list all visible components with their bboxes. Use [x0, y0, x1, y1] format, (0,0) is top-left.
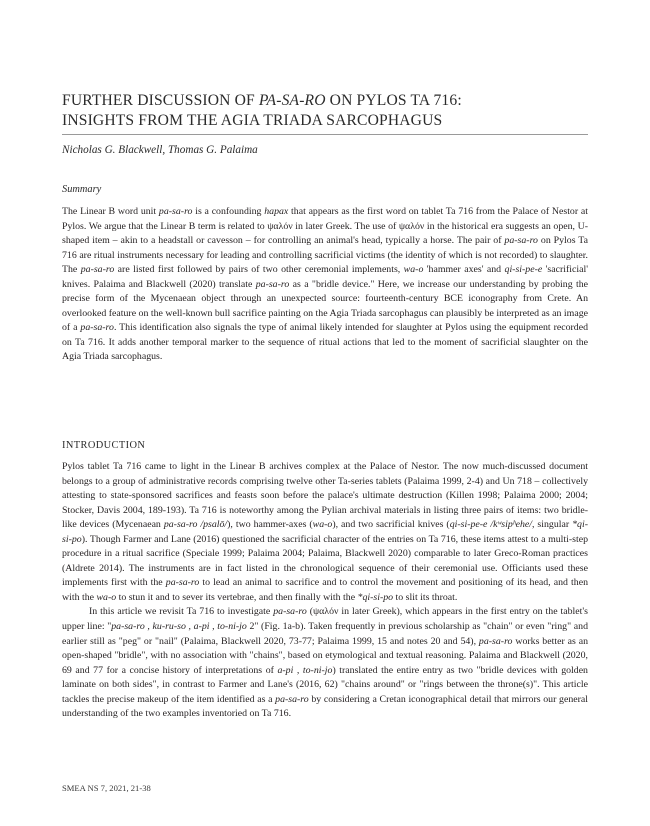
summary-paragraph	[62, 205, 588, 365]
italic-term: wa-o	[312, 519, 333, 531]
title-text: ON PYLOS TA 716:	[325, 92, 462, 109]
page-footer: SMEA NS 7, 2021, 21-38	[62, 783, 151, 793]
text-run: works better as an open-shaped "bridle", with no association with "chains", based on etymological and textual reasoning. Palaima and Blackwell (2020, 69 and 77 for a concise history of interpretations of	[62, 635, 588, 676]
text-run: ), and two sacrificial knives (	[332, 519, 450, 531]
summary-section	[62, 205, 588, 365]
text-run: by considering a Cretan iconographical detail that mirrors our general understanding of the two examples inventoried on Ta 716.	[62, 693, 589, 720]
italic-term: qi-si-pe-e /kʷsipʰehe/	[449, 519, 532, 531]
text-run: , singular	[531, 519, 573, 531]
text-run: Pylos tablet Ta 716 came to light in the Linear B archives complex at the Palace of Nestor. The now much-discussed document belongs to a group of administrative records comprising twelve other Ta-series tablets (Palaima 1999, 2-4) and Un 718 – collectively attesting to state-sponsored sacrifices and feasts soon before the palace's ultimate destruction (Killen 1998; Palaima 2000; 2004; Stocker, Davis 2004, 189-193). Ta 716 is noteworthy among the Pylian archival materials in listing three pairs of items: two bridle-like devices (Mycenaean	[62, 461, 588, 531]
title-text: FURTHER DISCUSSION OF	[62, 92, 259, 109]
italic-term: pa-sa-ro	[504, 235, 538, 247]
text-run: . This identification also signals the type of animal likely intended for slaughter at Pylos using the equipment recorded on Ta 716. It adds another temporal marker to the sequence of ritual actions that led to the moment of sacrificial slaughter on the Agia Triada sarcophagus.	[62, 322, 588, 363]
summary-heading: Summary	[62, 184, 102, 195]
introduction-heading: INTRODUCTION	[62, 440, 146, 451]
introduction-paragraph-2	[62, 605, 588, 721]
text-run: 'sacrificial' knives. Palaima and Blackwell (2020) translate	[62, 264, 588, 290]
italic-term: pa-sa-ro	[80, 322, 114, 334]
text-run: as a "bridle device." Here, we increase our understanding by probing the precise form of the Mycenaean object through an unexpected source: fourteenth-century BCE iconography from Crete. An overlooked feature on the well-known bull sacrifice painting on the Agia Triada sarcophagus can plausibly be interpreted as an image of a	[62, 278, 588, 334]
italic-term: qi-si-pe-e	[504, 264, 543, 276]
italic-term: pa-sa-ro	[165, 577, 200, 589]
italic-term: *qi-si-po	[62, 519, 588, 545]
text-run: are listed first followed by pairs of two other ceremonial implements,	[114, 264, 404, 276]
italic-term: wa-o	[403, 264, 424, 276]
text-run: 2" (Fig. 1a-b). Taken frequently in previous scholarship as "chain" or even "ring" and earlier still as "peg" or "nail" (Palaima, Blackwell 2020, 73-77; Palaima 1999, 15 and notes 20 and 54),	[62, 621, 588, 647]
italic-term: pa-sa-ro	[275, 693, 309, 705]
italic-term: pa-sa-ro	[80, 264, 115, 276]
italic-term: pa-sa-ro	[255, 278, 290, 290]
italic-term: pa-sa-ro	[158, 206, 193, 217]
text-run: to lead an animal to sacrifice and to control the movement and positioning of its head, and then with the	[62, 577, 588, 603]
italic-term: pa-sa-ro , ku-ru-so , a-pi , to-ni-jo	[111, 621, 247, 633]
title-divider	[62, 134, 588, 135]
text-run: (ψαλόν in later Greek), which appears in the first entry on the tablet's upper line: "	[62, 606, 588, 633]
text-run: 'hammer axes' and	[423, 264, 505, 276]
title-term: PA-SA-RO	[258, 92, 326, 109]
introduction-paragraph-1	[62, 460, 588, 605]
article-title-line-1	[62, 91, 602, 111]
text-run: on Pylos Ta 716 are ritual instruments necessary for leading and controlling sacrificial victims (the identity of which is not recorded) to slaughter. The	[62, 235, 588, 276]
article-title-line-2: INSIGHTS FROM THE AGIA TRIADA SARCOPHAGUS	[62, 111, 443, 129]
article-title	[62, 91, 602, 130]
text-run: to slit its throat.	[393, 591, 458, 603]
text-run: to stun it and to sever its vertebrae, and then finally with the	[116, 591, 358, 603]
text-run: The Linear B word unit	[62, 206, 159, 217]
italic-term: hapax	[264, 206, 289, 217]
article-authors: Nicholas G. Blackwell, Thomas G. Palaima	[62, 144, 258, 156]
text-run: is a confounding	[192, 206, 265, 217]
text-run: ). Though Farmer and Lane (2016) questioned the sacrificial character of the entries on Ta 716, these items attest to a multi-step procedure in a ritual sacrifice (Speciale 1999; Palaima 2004; Palaima, Blackwell 2020) comparable to later Greco-Roman practices (Aldrete 2014). The instruments are in fact listed in the chronological sequence of their ceremonial use. Officiants used these implements first with the	[62, 533, 588, 589]
text-run: that appears as the first word on tablet Ta 716 from the Palace of Nestor at Pylos. We argue that the Linear B term is related to ψαλόν in later Greek. The use of ψαλόν in the historical era suggests an open, U-shaped item – akin to a headstall or cavesson – for controlling an animal's head, typically a horse. The pair of	[62, 206, 588, 247]
italic-term: pa-sa-ro	[273, 606, 307, 618]
text-run: In this article we revisit Ta 716 to investigate	[89, 606, 274, 618]
italic-term: a-pi , to-ni-jo	[277, 664, 333, 676]
introduction-section	[62, 460, 588, 722]
italic-term: *qi-si-po	[357, 591, 394, 603]
text-run: ) translated the entire entry as two "bridle devices with golden laminate on both sides", in contrast to Farmer and Lane's (2016, 62) "chains around" or "rings between the throne(s)". This article tackles the precise makeup of the item identified as a	[62, 664, 588, 705]
italic-term: pa-sa-ro /psalō/	[163, 519, 228, 531]
italic-term: wa-o	[96, 591, 117, 603]
text-run: ), two hammer-axes (	[227, 519, 313, 531]
italic-term: pa-sa-ro	[478, 635, 513, 647]
